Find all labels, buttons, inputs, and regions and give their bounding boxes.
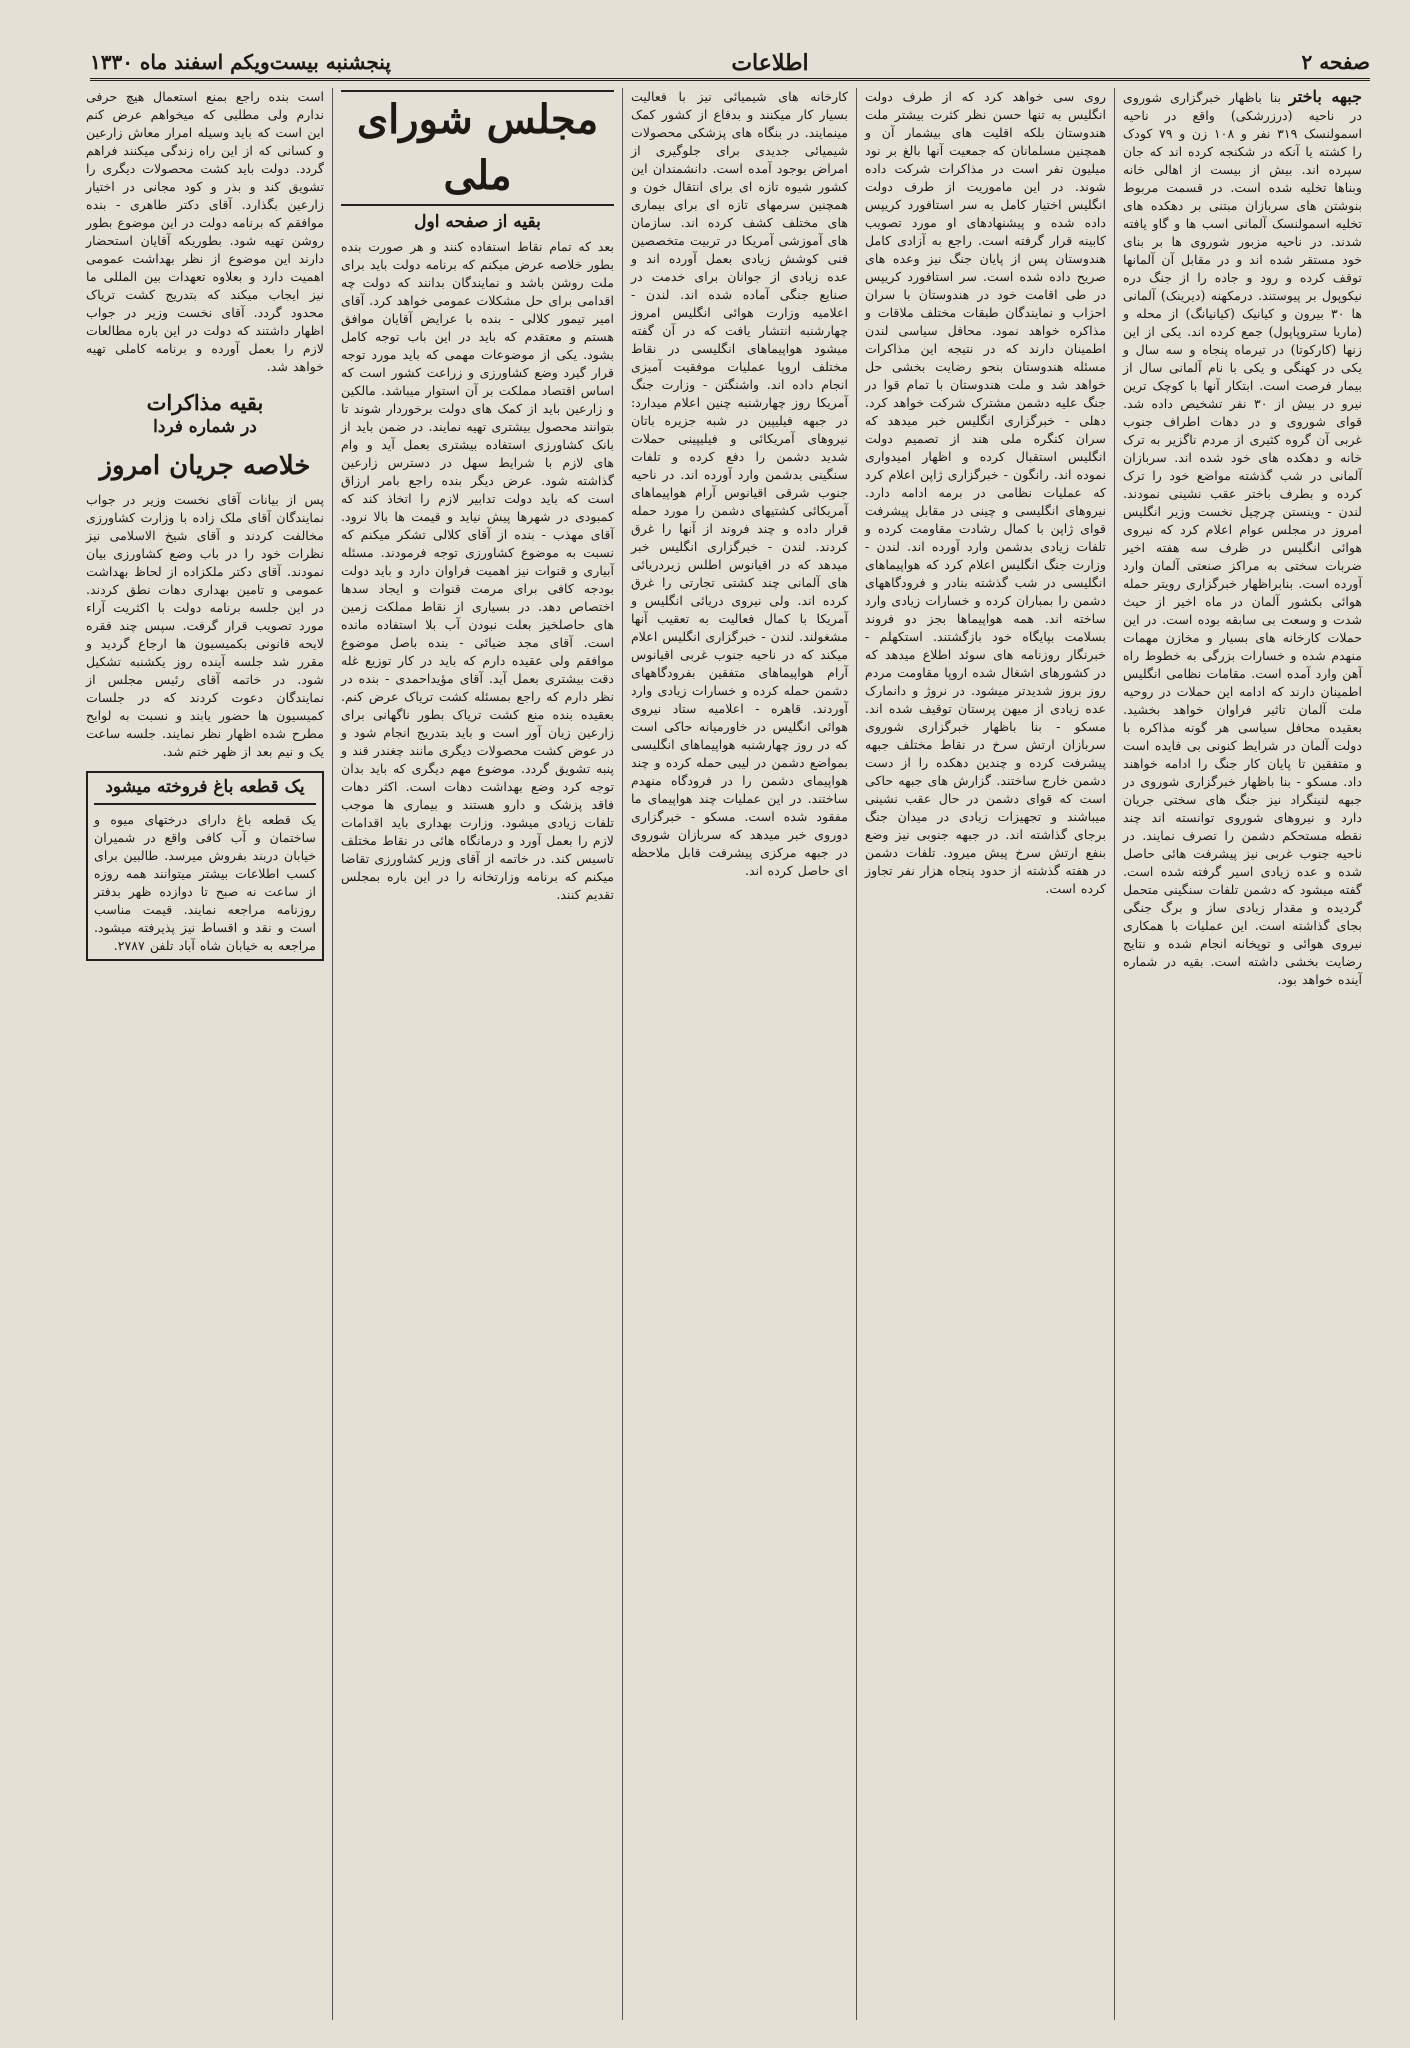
summary-heading: خلاصه جریان امروز (99, 451, 311, 481)
column-3 (622, 88, 856, 2020)
newspaper-name: اطلاعات (731, 50, 809, 76)
majlis-text: بعد که تمام نقاط استفاده کنند و هر صورت بنده بطور خلاصه عرض میکنم که برنامه دولت باید برای ملت روشن باشد و نمایندگان بدانند که دولت چه اقدامی برای حل مشکلات عمومی خواهد کرد. آقای امیر تیمور کلالی - بنده با عرایض آقایان موافق هستم و معتقدم که باید در این باب توجه کامل بشود. یکی از موضوعات مهمی که باید مورد توجه قرار گیرد وضع کشاورزی و زراعت کشور است که اساس اقتصاد مملکت بر آن استوار میباشد. مالکین و زارعین باید از کمک های دولت برخوردار شوند تا بتوانند محصول بیشتری تهیه نمایند. در ضمن باید از بانک کشاورزی استفاده بیشتری بعمل آید و وام های لازم با شرایط سهل در دسترس زارعین گذاشته شود. عرض دیگر بنده راجع بامر ارزاق است که باید دولت تدابیر لازم را اتخاذ کند که کمبودی در شهرها پیش نیاید و قیمت ها بالا نرود. آقای مهذب - بنده از آقای کلالی تشکر میکنم که نسبت به موضوع کشاورزی توجه فرمودند. مسئله آبیاری و قنوات نیز اهمیت فراوان دارد و باید دولت بودجه کافی برای مرمت قنوات و ایجاد سدها اختصاص دهد. در بسیاری از نقاط مملکت زمین های حاصلخیز بعلت نبودن آب بلا استفاده مانده است. آقای مجد ضیائی - بنده باصل موضوع موافقم ولی عقیده دارم که باید در کار توزیع غله دقت بیشتری بعمل آید. آقای مؤیداحمدی - بنده در نظر دارم که راجع بمسئله کشت تریاک عرض کنم. بعقیده بنده منع کشت تریاک بطور ناگهانی برای زارعین زیان آور است و باید بتدریج انجام شود و در عوض کشت محصولات دیگری مانند چغندر قند و پنبه تشویق گردد. موضوع مهم دیگری که باید بدان توجه کرد وضع بهداشت دهات است. اکثر دهات فاقد پزشک و دارو هستند و بیماری ها موجب تلفات زیادی میشود. وزارت بهداری باید اقدامات لازم را بعمل آورد و درمانگاه هائی در نقاط مختلف تاسیس کند. در خاتمه از آقای وزیر کشاورزی تقاضا میکنم که برنامه وزارتخانه را در این باره بمجلس تقدیم کنند. (341, 239, 614, 902)
majlis-subtitle: بقیه از صفحه اول (414, 212, 541, 232)
continuation-note: در شماره فردا (153, 417, 257, 437)
war-front-heading: جبهه باختر (1288, 88, 1362, 106)
column-1-body (1123, 88, 1362, 989)
masthead (90, 48, 1370, 81)
continuation-heading: بقیه مذاکرات (146, 390, 264, 415)
column-3-body: کارخانه های شیمیائی نیز با فعالیت بسیار کار میکنند و بدفاع از کشور کمک مینمایند. در بنگاه های پزشکی محصولات شیمیائی جدیدی برای جلوگیری از امراض بوجود آمده است. دانشمندان این کشور شیوه تازه ای برای انتقال خون و همچنین سرمهای تازه ای برای بیماری های مختلف کشف کرده اند. سازمان های آموزشی آمریکا در تربیت متخصصین فنی کوشش زیادی بعمل آورده اند و عده زیادی از جوانان برای خدمت در صنایع جنگی آماده شده اند. لندن - اعلامیه وزارت هوائی انگلیس امروز چهارشنبه انتشار یافت که در آن گفته میشود هواپیماهای انگلیسی در نقاط مختلف اروپا عملیات موفقیت آمیزی انجام داده اند. واشنگتن - وزارت جنگ آمریکا روز چهارشنبه چنین اعلام میدارد: در جبهه فیلیپین در شبه جزیره باتان نیروهای آمریکائی و فیلیپینی حملات شدید دشمن را دفع کرده و تلفات سنگینی بدشمن وارد آورده اند. در ناحیه جنوب شرقی اقیانوس آرام هواپیماهای آمریکائی کشتیهای دشمن را مورد حمله قرار داده و چند فروند از آنها را غرق کردند. لندن - خبرگزاری انگلیس خبر میدهد که در اقیانوس اطلس زیردریائی های آلمانی چند کشتی تجارتی را غرق کرده اند. ولی نیروی دریائی انگلیس و آمریکا با کمال فعالیت به تعقیب آنها مشغولند. لندن - خبرگزاری انگلیس اعلام میکند که در ناحیه جنوب غربی اقیانوس آرام هواپیماهای متفقین بفرودگاههای دشمن حمله کرده و خسارات زیادی وارد آوردند. قاهره - اعلامیه ستاد نیروی هوائی انگلیس در خاورمیانه حاکی است که در روز چهارشنبه هواپیماهای انگلیسی بمواضع دشمن در لیبی حمله کرده و چند هواپیمای دشمن را در فرودگاه منهدم ساختند. در این عملیات چند هواپیمای ما مفقود شده است. مسکو - خبرگزاری دوروی خبر میدهد که سربازان شوروی در جبهه مرکزی پیشرفت قابل ملاحظه ای حاصل کرده اند. (631, 89, 848, 878)
ad-text: یک قطعه باغ دارای درختهای میوه و ساختمان و آب کافی واقع در شمیران خیابان دربند بفروش میرسد. طالبین برای کسب اطلاعات بیشتر میتوانند همه روزه از ساعت نه صبح تا دوازده ظهر بدفتر روزنامه مراجعه نمایند. قیمت مناسب است و نقد و اقساط نیز پذیرفته میشود. مراجعه به خیابان شاه آباد تلفن ۲۷۸۷. (94, 812, 316, 953)
ad-heading: یک قطعه باغ فروخته میشود (105, 777, 305, 797)
column-2-body: روی سی خواهد کرد که از طرف دولت انگلیس به تنها حسن نظر کثرت بیشتر ملت هندوستان بلکه اقلیت های بیشمار آن و همچنین مسلمانان که جمعیت آنها بالغ بر نود میلیون نفر است در مذاکرات شرکت داده شوند. در این ماموریت از طرف دولت انگلیس اختیار کامل به سر استافورد کریپس داده شده و پیشنهادهای او مورد تصویب کابینه قرار گرفته است. راجع به آزادی کامل هندوستان پس از پایان جنگ نیز وعده های صریح داده شده است. سر استافورد کریپس در طی اقامت خود در هندوستان با سران احزاب و نمایندگان طبقات مختلف ملاقات و مذاکره خواهد نمود. محافل سیاسی لندن اطمینان دارند که در نتیجه این مذاکرات مسئله هندوستان بنحو رضایت بخشی حل خواهد شد و ملت هندوستان با تمام قوا در جنگ علیه دشمن مشترک شرکت خواهد کرد. دهلی - خبرگزاری انگلیس خبر میدهد که سران کنگره ملی هند از تصمیم دولت انگلیس استقبال کرده و اظهار امیدواری نموده اند. رانگون - خبرگزاری ژاپن اعلام کرد که عملیات نظامی در برمه ادامه دارد. نیروهای انگلیسی و چینی در مقابل پیشرفت قوای ژاپن با کمال رشادت مقاومت کرده و تلفات زیادی بدشمن وارد آورده اند. لندن - وزارت جنگ انگلیس اعلام کرد که هواپیماهای انگلیسی در شب گذشته بنادر و فرودگاههای دشمن را بمباران کرده و خسارات زیادی وارد ساخته اند. همه هواپیماها بجز دو فروند بسلامت بپایگاه خود بازگشتند. استکهلم - خبرنگار روزنامه های سوئد اطلاع میدهد که در کشورهای اشغال شده اروپا مقاومت مردم روز بروز شدیدتر میشود. در نروژ و دانمارک عده زیادی از میهن پرستان توقیف شده اند. مسکو - بنا باظهار خبرگزاری شوروی سربازان ارتش سرخ در نقاط مختلف جبهه پیشرفت کرده و چندین دهکده را از دست دشمن خارج ساختند. گزارش های جبهه حاکی است که قوای دشمن در حال عقب نشینی میباشند و تجهیزات زیادی در میدان جنگ برجای گذاشته اند. در جبهه جنوبی نیز وضع بنفع ارتش سرخ پیش میرود. تلفات دشمن در هفته گذشته از حدود پنجاه هزار نفر تجاوز کرده است. (865, 89, 1106, 896)
classified-ad (86, 771, 324, 961)
column-5 (78, 88, 332, 2020)
ad-rule (94, 803, 316, 805)
column-4 (332, 88, 622, 2020)
column-1 (1114, 88, 1370, 2020)
issue-date: پنجشنبه بیست‌ویکم اسفند ماه ۱۳۳۰ (90, 50, 391, 74)
summary-text: پس از بیانات آقای نخست وزیر در جواب نمایندگان آقای ملک زاده با وزارت کشاورزی مخالفت کردند و آقای شیخ الاسلامی نیز نظرات خود را در باب وضع کشاورزی بیان نمودند. آقای دکتر ملکزاده از لحاظ بهداشت عمومی و تامین بهداری دهات نطق کردند. در این جلسه برنامه دولت با اکثریت آراء مورد تصویب قرار گرفت. سپس چند فقره لایحه قانونی بکمیسیون ها ارجاع گردید و مقرر شد جلسه آینده روز یکشنبه تشکیل شود. در خاتمه آقای رئیس مجلس از نمایندگان دعوت کردند که در جلسات کمیسیون ها حضور یابند و نسبت به لوایح مطرح شده اظهار نظر نمایند. جلسه ساعت یک و نیم بعد از ظهر ختم شد. (86, 492, 324, 759)
war-front-text: بنا باظهار خبرگزاری شوروی در ناحیه (درزرشکی) واقع در ناحیه اسمولنسک ۳۱۹ نفر و ۱۰۸ زن و ۷۹ کودک را کشته یا آنکه در شکنجه کرده اند که جان سپرده اند. بیش از بیست از اهالی خانه وبناها تخلیه شده است. در قسمت مربوط بنوشتن های سربازان مبتنی بر دهکده های تخلیه اسمولنسک آلمانی اسب ها و گاو یافته شدند. در ناحیه مزبور شوروی ها بر بنای خود مستقر شده اند و در مقابل آن آلمانها توقف کرده و رود و جاده را از جنگ دره نیکوپول بر پیوستند. درمکهنه (دیرینک) آلمانی ها ۳۰ بیرون و کیانیک (کیانیانگ) از محله و (ماریا ستروپاپول) جمع کرده اند. یکی از این زنها (کارکوتا) در تیرماه پنجاه و سه سال و یکی در کهنگی و یکی با نام آلمانی سال از بیمار فرصت است. ابتکار آنها با کوچک ترین نیرو در بیش از ۳۰ نفر تشخیص داده شد. قوای شوروی و در دهات اطراف جنوب غربی آن گروه کثیری از مردم ناگزیر به ترک خانه و دهکده های خود شده اند. سربازان آلمانی در شب گذشته مواضع خود را ترک کرده و بطرف باختر عقب نشینی نمودند. لندن - وینستن چرچیل نخست وزیر انگلیس امروز در مجلس عوام اعلام کرد که نیروی هوائی انگلیس در ظرف سه هفته اخیر ضربات سختی به مراکز صنعتی آلمان وارد آورده است. بنابراظهار خبرگزاری رویتر حمله هوائی بکشور آلمان در ماه اخیر از حیث شدت و وسعت بی سابقه بوده است. در این حملات کارخانه های بسیار و مخازن مهمات منهدم شده و خسارات بزرگی به خطوط راه آهن وارد آمده است. مقامات نظامی انگلیس اطمینان دارند که ادامه این حملات در روحیه ملت آلمان تاثیر فراوان خواهد بخشید. بعقیده محافل سیاسی هر گونه مذاکره با دولت آلمان در شرایط کنونی بی فایده است و متفقین تا پایان کار جنگ را ادامه خواهند داد. مسکو - بنا باظهار خبرگزاری شوروی در جبهه لنینگراد نیز جنگ های سختی جریان دارد و نیروهای شوروی توانسته اند چند نقطه مستحکم دشمن را تصرف نمایند. در ناحیه جنوب غربی نیز پیشرفت هائی حاصل شده و عده زیادی اسیر گرفته شده است. گفته میشود که دشمن تلفات سنگینی متحمل گردیده و مقدار زیادی ساز و برگ جنگی بجای گذاشته است. این عملیات با همکاری نیروی هوائی و توپخانه انجام شده و نتایج رضایت بخشی داشته است. بقیه در شماره آینده خواهد بود. (1123, 90, 1362, 987)
majlis-title: مجلس شورای ملی (341, 90, 614, 206)
page-number: صفحه ۲ (1301, 50, 1370, 74)
columns (78, 88, 1370, 2020)
column-2 (856, 88, 1114, 2020)
column-5-body: است بنده راجع بمنع استعمال هیچ حرفی ندارم ولی مطلبی که میخواهم عرض کنم این است که باید وسیله امرار معاش زارعین و کسانی که از این راه زندگی میکنند فراهم گردد. دولت باید کشت محصولات دیگری را تشویق کند و بذر و کود مجانی در اختیار زارعین بگذارد. آقای دکتر طاهری - بنده موافقم که برنامه دولت در این موضوع بطور روشن تهیه شود. بطوریکه آقایان استحضار دارند این موضوع از نظر بهداشت عمومی اهمیت دارد و بعلاوه تعهدات بین المللی ما نیز ایجاب میکند که بتدریج کشت تریاک محدود گردد. آقای نخست وزیر در جواب اظهار داشتند که دولت در این باره مطالعات لازم را بعمل آورده و برنامه کاملی تهیه خواهد شد. (86, 89, 324, 374)
